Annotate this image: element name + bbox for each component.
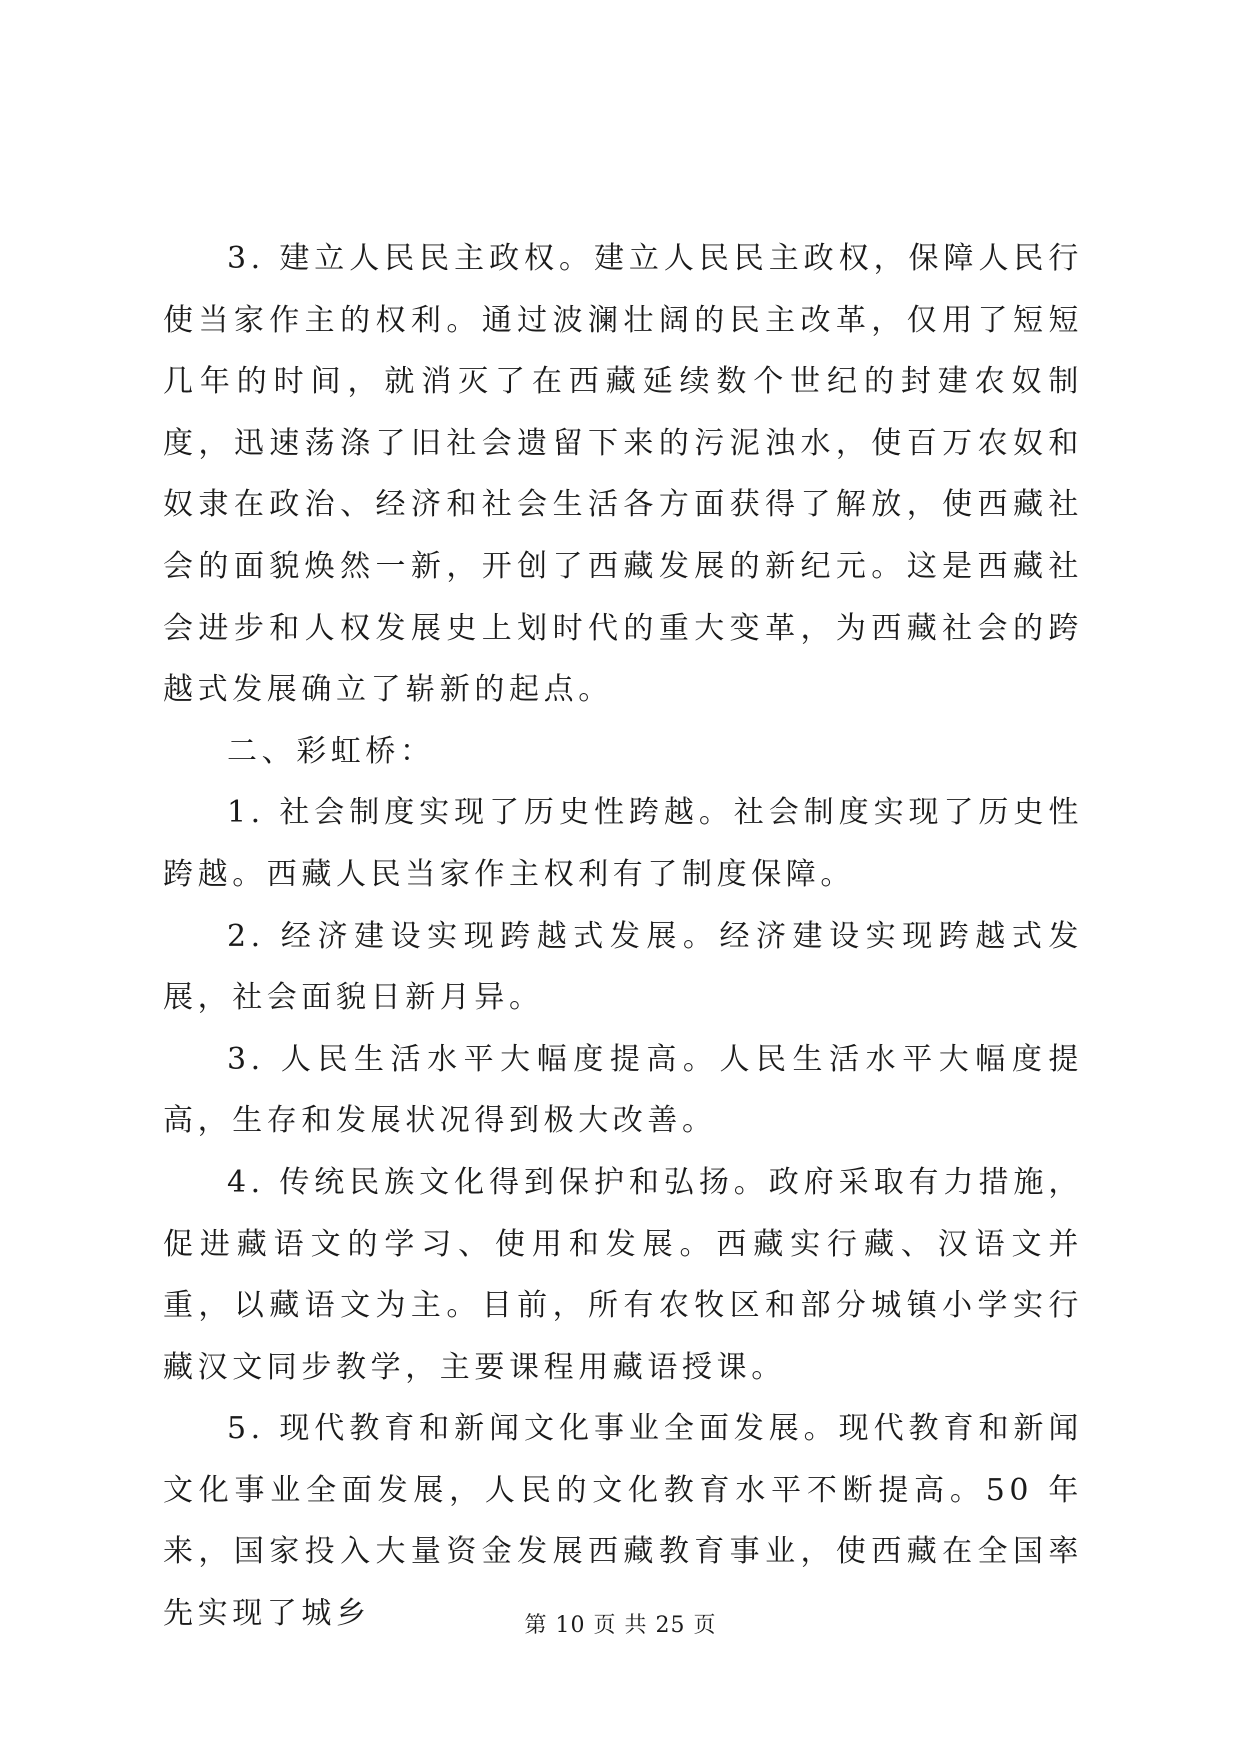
section-heading-rainbow-bridge: 二、彩虹桥： xyxy=(227,733,435,769)
paragraph-item-5: 5. 现代教育和新闻文化事业全面发展。现代教育和新闻文化事业全面发展，人民的文化教育水平不断提高。50 年来，国家投入大量资金发展西藏教育事业，使西藏在全国率先实现了城乡 xyxy=(163,1411,1083,1632)
document-body xyxy=(163,228,1083,1645)
page-number-footer: 第 10 页 共 25 页 xyxy=(524,1613,717,1638)
paragraph-item-1: 1. 社会制度实现了历史性跨越。社会制度实现了历史性跨越。西藏人民当家作主权利有了制度保障。 xyxy=(163,795,1083,892)
paragraph-item-4: 4. 传统民族文化得到保护和弘扬。政府采取有力措施，促进藏语文的学习、使用和发展。西藏实行藏、汉语文并重，以藏语文为主。目前，所有农牧区和部分城镇小学实行藏汉文同步教学，主要课程用藏语授课。 xyxy=(163,1164,1083,1385)
paragraph-item-2: 2. 经济建设实现跨越式发展。经济建设实现跨越式发展，社会面貌日新月异。 xyxy=(163,918,1083,1016)
paragraph-item-3b: 3. 人民生活水平大幅度提高。人民生活水平大幅度提高，生存和发展状况得到极大改善。 xyxy=(163,1041,1083,1139)
paragraph-item-3: 3. 建立人民民主政权。建立人民民主政权，保障人民行使当家作主的权利。通过波澜壮阔的民主改革，仅用了短短几年的时间，就消灭了在西藏延续数个世纪的封建农奴制度，迅速荡涤了旧社会遗留下来的污泥浊水，使百万农奴和奴隶在政治、经济和社会生活各方面获得了解放，使西藏社会的面貌焕然一新，开创了西藏发展的新纪元。这是西藏社会进步和人权发展史上划时代的重大变革，为西藏社会的跨越式发展确立了崭新的起点。 xyxy=(163,241,1083,708)
